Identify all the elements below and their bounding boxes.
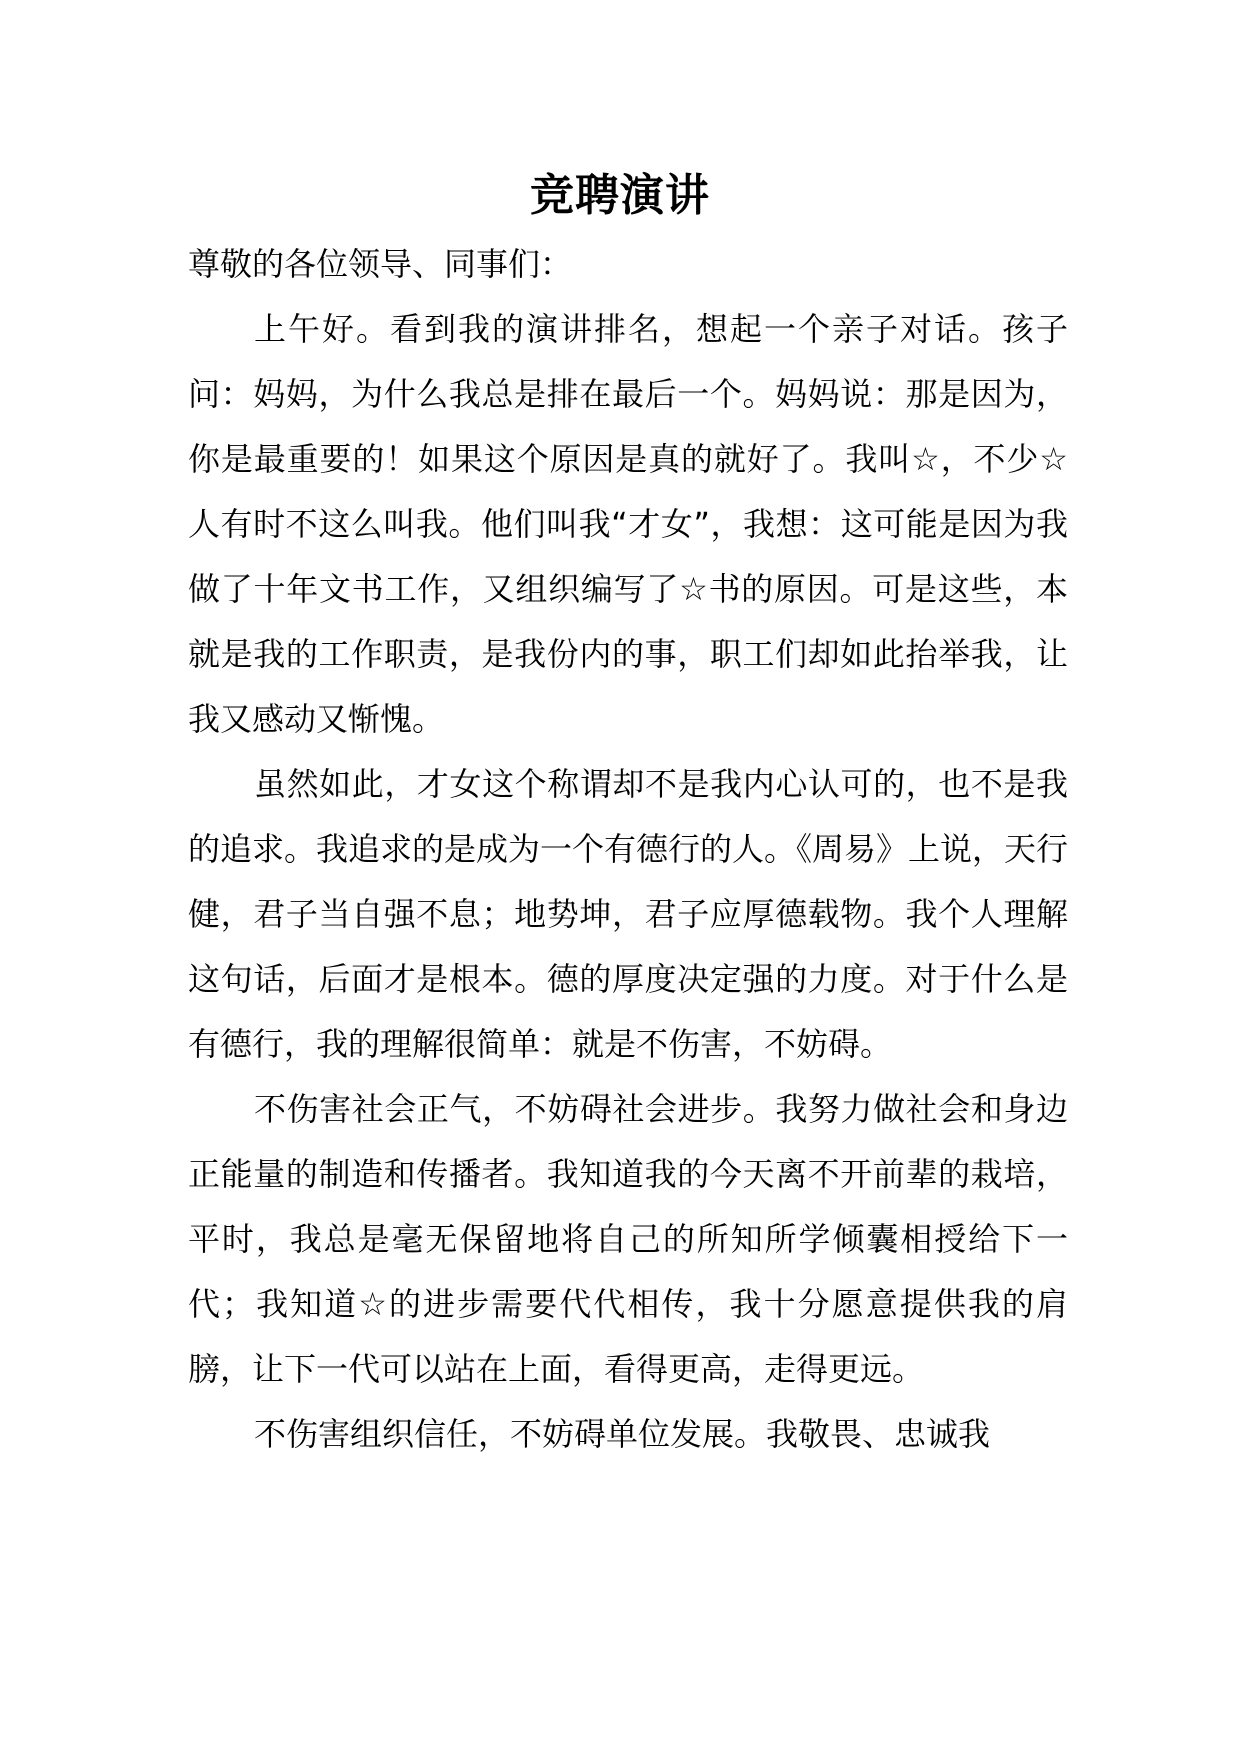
paragraph-1: 上午好。看到我的演讲排名，想起一个亲子对话。孩子问：妈妈，为什么我总是排在最后一个。妈妈说：那是因为，你是最重要的！如果这个原因是真的就好了。我叫☆，不少☆人有时不这么叫我。他们叫我“才女”，我想：这可能是因为我做了十年文书工作，又组织编写了☆书的原因。可是这些，本就是我的工作职责，是我份内的事，职工们却如此抬举我，让我又感动又惭愧。: [188, 310, 1068, 738]
greeting-line: 尊敬的各位领导、同事们：: [188, 245, 573, 283]
document-body: [188, 232, 1068, 1467]
paragraph-4: 不伤害组织信任，不妨碍单位发展。我敬畏、忠诚我: [254, 1415, 991, 1453]
paragraph-3: 不伤害社会正气，不妨碍社会进步。我努力做社会和身边正能量的制造和传播者。我知道我的今天离不开前辈的栽培，平时，我总是毫无保留地将自己的所知所学倾囊相授给下一代；我知道☆的进步需要代代相传，我十分愿意提供我的肩膀，让下一代可以站在上面，看得更高，走得更远。: [188, 1090, 1068, 1388]
document-title: 竞聘演讲: [530, 170, 710, 221]
paragraph-2: 虽然如此，才女这个称谓却不是我内心认可的，也不是我的追求。我追求的是成为一个有德行的人。《周易》上说，天行健，君子当自强不息；地势坤，君子应厚德载物。我个人理解这句话，后面才是根本。德的厚度决定强的力度。对于什么是有德行，我的理解很简单：就是不伤害，不妨碍。: [188, 765, 1069, 1063]
